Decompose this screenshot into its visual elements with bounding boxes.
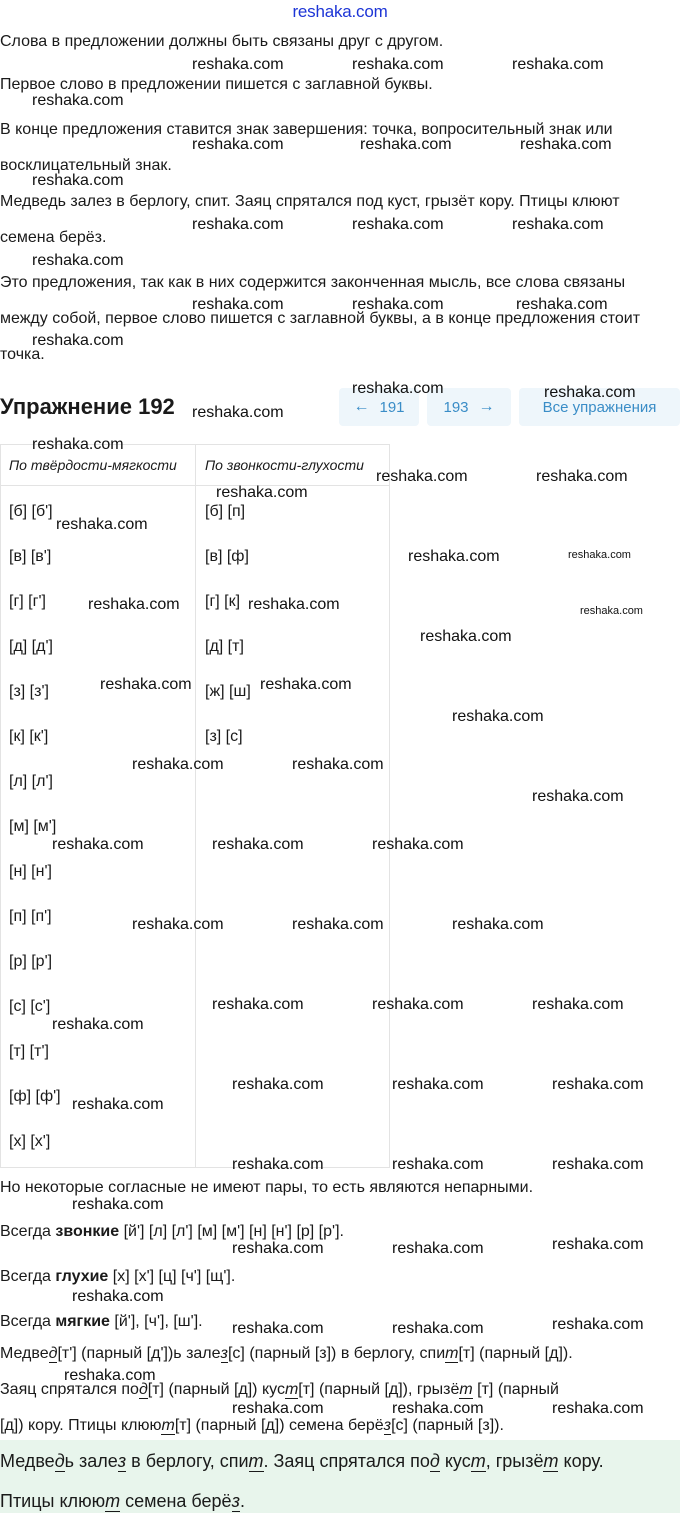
watermark: reshaka.com [408,548,500,565]
watermark: reshaka.com [248,596,340,613]
table-cell: [х] [х'] [9,1133,51,1150]
watermark: reshaka.com [512,216,604,233]
watermark: reshaka.com [452,708,544,725]
watermark: reshaka.com [544,384,636,401]
highlighted-letter: т [470,1451,486,1471]
watermark: reshaka.com [232,1240,324,1257]
highlighted-letter: д [48,1345,58,1362]
watermark: reshaka.com [192,56,284,73]
answer-text: кору. [558,1451,604,1471]
watermark: reshaka.com [352,56,444,73]
watermark: reshaka.com [360,136,452,153]
analysis-text: [д]) кору. Птицы клюю [0,1417,162,1434]
highlighted-letter: т [105,1491,121,1511]
always-label: Всегда [0,1223,51,1240]
watermark: reshaka.com [292,916,384,933]
table-cell: [б] [б'] [9,503,53,520]
analysis-text: Заяц спрятался по [0,1381,139,1398]
watermark: reshaka.com [192,216,284,233]
watermark: reshaka.com [392,1076,484,1093]
soft-word: мягкие [55,1313,110,1330]
watermark: reshaka.com [232,1076,324,1093]
watermark: reshaka.com [352,380,444,397]
watermark: reshaka.com [32,172,124,189]
highlighted-letter: т [248,1451,264,1471]
soft-sounds: [й'], [ч'], [ш']. [114,1313,203,1330]
watermark: reshaka.com [56,516,148,533]
watermark: reshaka.com [392,1156,484,1173]
watermark: reshaka.com [32,332,124,349]
intro-paragraph-1: Слова в предложении должны быть связаны друг с другом. [0,33,444,50]
watermark: reshaka.com [232,1400,324,1417]
table-cell: [с] [с'] [9,998,51,1015]
watermark: reshaka.com [392,1240,484,1257]
table-cell: [г] [г'] [9,593,46,610]
watermark: reshaka.com [392,1400,484,1417]
answer-line-2 [0,1482,676,1520]
watermark: reshaka.com [352,216,444,233]
watermark: reshaka.com [552,1400,644,1417]
watermark: reshaka.com [72,1288,164,1305]
voiceless-sounds: [х] [х'] [ц] [ч'] [щ']. [112,1268,236,1285]
watermark: reshaka.com [512,56,604,73]
answer-text: Птицы клюю [0,1491,106,1511]
watermark: reshaka.com [32,92,124,109]
next-exercise-label: 193 [443,398,469,416]
watermark: reshaka.com [352,296,444,313]
intro-paragraph-2: Первое слово в предложении пишется с заглавной буквы. [0,76,433,93]
table-cell: [д] [д'] [9,638,53,655]
intro-paragraph-3: В конце предложения ставится знак завершения: точка, вопросительный знак или восклицательный знак. [0,121,613,174]
watermark: reshaka.com [552,1316,644,1333]
watermark: reshaka.com [132,916,224,933]
table-cell: [ф] [ф'] [9,1088,61,1105]
table-cell: [л] [л'] [9,773,53,790]
voiced-sounds: [й'] [л] [л'] [м] [м'] [н] [н'] [р] [р']. [123,1223,344,1240]
answer-text: . Заяц спрятался по [263,1451,430,1471]
analysis-text: [т] (парный [д]), грызё [298,1381,460,1398]
table-cell: [з] [с] [205,728,243,745]
watermark: reshaka.com [192,136,284,153]
watermark: reshaka.com [552,1076,644,1093]
analysis-text: [т] (парный [д]). [458,1345,573,1362]
analysis-text: Медве [0,1345,49,1362]
table-cell: [ж] [ш] [205,683,251,700]
watermark: reshaka.com [132,756,224,773]
watermark: reshaka.com [64,1367,156,1384]
site-logo-link[interactable]: reshaka.com [292,2,388,21]
watermark: reshaka.com [52,1016,144,1033]
voiceless-word: глухие [55,1268,109,1285]
answer-text: Медве [0,1451,55,1471]
consonant-pairs-table [0,444,390,1168]
table-cell: [п] [п'] [9,908,52,925]
all-exercises-label: Все упражнения [542,398,657,416]
highlighted-letter: т [459,1381,473,1398]
analysis-text: [т] (парный [д]) кус [147,1381,285,1398]
answer-text: , грызё [485,1451,544,1471]
table-cell: [д] [т] [205,638,244,655]
always-label: Всегда [0,1268,51,1285]
watermark: reshaka.com [536,468,628,485]
watermark: reshaka.com [192,404,284,421]
watermark: reshaka.com [260,676,352,693]
highlighted-letter: з [117,1451,127,1471]
arrow-left-icon: ← [353,398,370,415]
answer-text: в берлогу, спи [126,1451,249,1471]
watermark: reshaka.com [52,836,144,853]
analysis-text: [т'] (парный [д'])ь зале [57,1345,221,1362]
highlighted-letter: т [161,1417,175,1434]
watermark: reshaka.com [568,549,631,561]
watermark: reshaka.com [372,836,464,853]
unpaired-intro: Но некоторые согласные не имеют пары, то есть являются непарными. [0,1179,534,1196]
analysis-text: [т] (парный [472,1381,559,1398]
analysis-text: [т] (парный [д]) семена берё [174,1417,384,1434]
answer-text: ь зале [64,1451,118,1471]
table-header-divider [1,485,389,486]
highlighted-letter: з [383,1417,392,1434]
answer-text: . [239,1491,245,1511]
highlighted-letter: з [220,1345,228,1362]
answer-text: семена берё [120,1491,232,1511]
intro-paragraph-4: Медведь залез в берлогу, спит. Заяц спрятался под куст, грызёт кору. Птицы клюют семена берёз. [0,193,620,246]
table-cell: [з] [з'] [9,683,49,700]
watermark: reshaka.com [392,1320,484,1337]
watermark: reshaka.com [372,996,464,1013]
table-cell: [т] [т'] [9,1043,49,1060]
watermark: reshaka.com [292,756,384,773]
analysis-text: [с] (парный [з]) в берлогу, спи [227,1345,446,1362]
table-column-divider [195,445,196,1167]
watermark: reshaka.com [192,296,284,313]
watermark: reshaka.com [232,1320,324,1337]
table-cell: [м] [м'] [9,818,57,835]
answer-line-1 [0,1442,676,1480]
voiced-word: звонкие [55,1223,120,1240]
watermark: reshaka.com [532,788,624,805]
watermark: reshaka.com [100,676,192,693]
highlighted-letter: д [429,1451,440,1471]
intro-paragraph-5: Это предложения, так как в них содержится законченная мысль, все слова связаны между собой, первое слово пишется с заглавной буквы, а в конце предложения стоит точка. [0,274,641,363]
highlighted-letter: д [138,1381,148,1398]
table-cell: [в] [в'] [9,548,52,565]
watermark: reshaka.com [552,1156,644,1173]
table-cell: [к] [к'] [9,728,49,745]
table-cell: [г] [к] [205,593,241,610]
answer-text: кус [439,1451,471,1471]
watermark: reshaka.com [532,996,624,1013]
watermark: reshaka.com [72,1096,164,1113]
table-header-hardness: По твёрдости-мягкости [9,457,177,473]
watermark: reshaka.com [520,136,612,153]
answer-block [0,1440,680,1513]
watermark: reshaka.com [88,596,180,613]
table-cell: [б] [п] [205,503,246,520]
watermark: reshaka.com [212,996,304,1013]
watermark: reshaka.com [32,436,124,453]
watermark: reshaka.com [216,484,308,501]
watermark: reshaka.com [580,605,643,617]
watermark: reshaka.com [376,468,468,485]
highlighted-letter: д [54,1451,65,1471]
highlighted-letter: з [231,1491,240,1511]
watermark: reshaka.com [32,252,124,269]
always-label: Всегда [0,1313,51,1330]
highlighted-letter: т [543,1451,559,1471]
watermark: reshaka.com [452,916,544,933]
watermark: reshaka.com [72,1196,164,1213]
table-cell: [р] [р'] [9,953,53,970]
table-cell: [в] [ф] [205,548,249,565]
watermark: reshaka.com [212,836,304,853]
highlighted-letter: т [445,1345,459,1362]
arrow-right-icon: → [478,398,495,415]
table-cell: [н] [н'] [9,863,52,880]
prev-exercise-label: 191 [379,398,405,416]
exercise-title: Упражнение 192 [0,394,175,419]
highlighted-letter: т [284,1381,299,1398]
watermark: reshaka.com [232,1156,324,1173]
table-header-voicing: По звонкости-глухости [205,457,364,473]
watermark: reshaka.com [552,1236,644,1253]
watermark: reshaka.com [420,628,512,645]
analysis-text: [с] (парный [з]). [391,1417,504,1434]
watermark: reshaka.com [516,296,608,313]
